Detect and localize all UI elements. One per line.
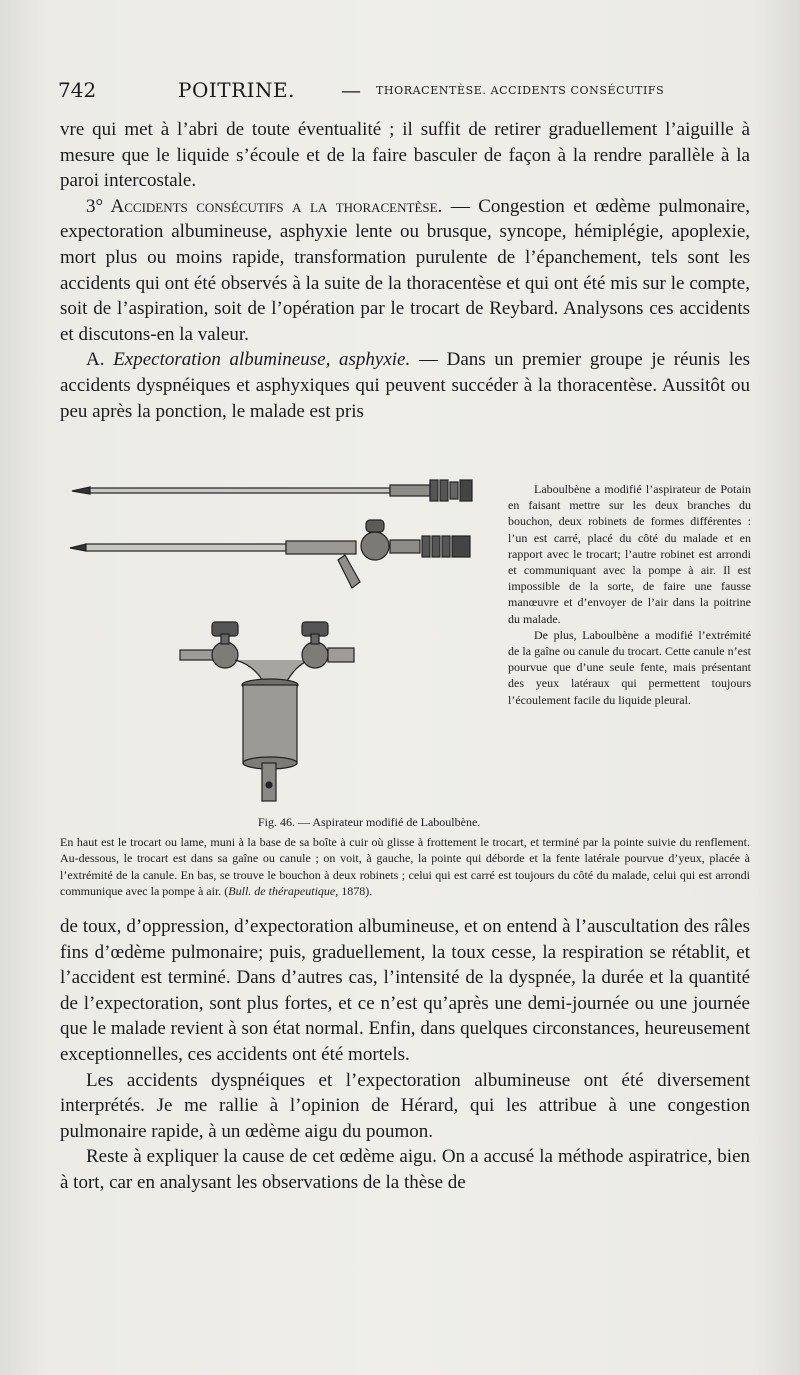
header-dash: — <box>341 78 361 102</box>
paragraph-2-text: — Congestion et œdème pulmonaire, expectoration albumineuse, asphyxie lente ou brusque, syncope, hémiplégie, apoplexie, mort plus ou moins rapide, transformation purulente de l’épanchement, tels sont les accidents qui ont été observés à la suite de la thoracentèse et qui ont été mis sur le compte, soit de l’aspiration, soit de l’opération par le trocart de Reybard. Analysons ces accidents et discutons-en la valeur. <box>60 195 750 345</box>
header-subtitle: THORACENTÈSE. ACCIDENTS CONSÉCUTIFS <box>376 84 665 97</box>
text-block-bottom <box>60 914 750 1196</box>
paragraph-4: de toux, d’oppression, d’expectoration albumineuse, et on entend à l’auscultation des râles fins d’œdème pulmonaire; puis, graduellement, la toux cesse, la respiration se rétablit, et l’accident est terminé. Dans d’autres cas, l’intensité de la dyspnée, la durée et la quantité de l’expectoration, sont plus fortes, et ce n’est qu’après une demi-journée ou une journée que le malade revient à son état normal. Enfin, dans quelques circonstances, heureusement exceptionnelles, ces accidents ont été mortels. <box>60 916 750 1065</box>
paragraph-3-letter: A. <box>86 349 114 371</box>
aspirator-illustration <box>60 470 500 810</box>
paragraph-6: Reste à expliquer la cause de cet œdème aigu. On a accusé la méthode aspiratrice, bien à tort, car en analysant les observations de la thèse de <box>60 1146 750 1193</box>
text-block-top <box>60 117 750 424</box>
paragraph-3-text: — Dans un premier groupe je réunis les accidents dyspnéiques et asphyxiques qui peuvent succéder à la thoracentèse. Aussitôt ou peu après la ponction, le malade est pris <box>60 349 751 422</box>
paragraph-3 <box>60 347 750 424</box>
paragraph-3-heading: Expectoration albumineuse, asphyxie. <box>113 349 411 371</box>
section-title: POITRINE. <box>178 78 296 102</box>
page-number: 742 <box>58 78 97 102</box>
side-caption-paragraph-2: De plus, Laboulbène a modifié l’extrémité de la gaîne ou canule du trocart. Cette canule n’est pourvue que d’une seule fente, mais présentant des yeux latéraux qui permettent toujours l’écoulement facile du liquide pleural. <box>508 627 751 707</box>
paragraph-1: vre qui met à l’abri de toute éventualité ; il suffit de retirer graduellement l’aiguille à mesure que le liquide s’écoule et de la faire basculer de façon à la rendre parallèle à la paroi intercostale. <box>60 119 750 192</box>
paragraph-2-heading: 3° Accidents consécutifs a la thoracentèse. <box>86 195 443 217</box>
figure-title: Fig. 46. — Aspirateur modifié de Laboulbène. <box>258 815 481 829</box>
figure-note-main: En haut est le trocart ou lame, muni à la base de sa boîte à cuir où glisse à frottement le trocart, et terminé par la pointe suivie du renflement. Au-dessous, le trocart est dans sa gaîne ou canule ; on voit, à gauche, la pointe qui déborde et la fente latérale pourvue d’yeux, placée à l’extrémité de la canule. En bas, se trouve le bouchon à deux robinets ; celui qui est carré est toujours du côté du malade, celui qui est arrondi communique avec la pompe à air. ( <box>60 835 750 898</box>
figure-side-caption <box>508 481 751 708</box>
figure-note <box>60 834 750 899</box>
figure-note-end: , 1878). <box>335 883 373 898</box>
trocart-canula-drawing <box>70 520 470 588</box>
trocart-blade-drawing <box>72 480 472 501</box>
running-header <box>58 78 748 104</box>
figure-note-source: Bull. de thérapeutique <box>228 883 336 898</box>
bouchon-two-robinets-drawing <box>180 622 354 801</box>
paragraph-2 <box>60 194 750 348</box>
paragraph-5: Les accidents dyspnéiques et l’expectoration albumineuse ont été diversement interprétés. Je me rallie à l’opinion de Hérard, qui les attribue à une congestion pulmonaire rapide, à un œdème aigu du poumon. <box>60 1069 750 1142</box>
side-caption-paragraph-1: Laboulbène a modifié l’aspirateur de Potain en faisant mettre sur les deux branches du bouchon, deux robinets de formes différentes : l’un est carré, placé du côté du malade et en rapport avec le trocart; l’autre robinet est arrondi et communiquant avec la pompe à air. Il est impossible de la sorte, de faire une fausse manœuvre et d’envoyer de l’air dans la poitrine du malade. <box>508 482 751 626</box>
